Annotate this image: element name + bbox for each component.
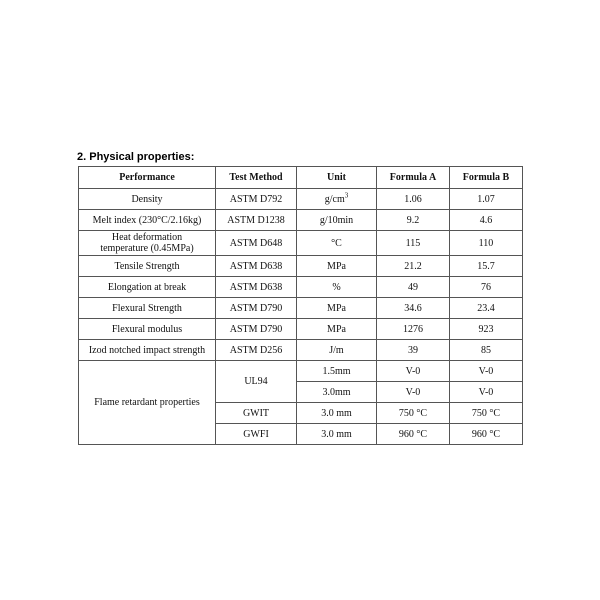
test-method-cell: ASTM D638 bbox=[216, 256, 297, 277]
ul94-method-cell: UL94 bbox=[216, 361, 297, 403]
test-method-cell: ASTM D1238 bbox=[216, 210, 297, 231]
table-row bbox=[79, 277, 523, 298]
formula-b-cell: 85 bbox=[450, 340, 523, 361]
formula-b-cell: V-0 bbox=[450, 382, 523, 403]
performance-cell: Elongation at break bbox=[79, 277, 216, 298]
table-row bbox=[79, 361, 523, 382]
performance-line-2: temperature (0.45MPa) bbox=[100, 243, 194, 254]
test-method-cell: ASTM D790 bbox=[216, 298, 297, 319]
unit-cell: 3.0 mm bbox=[297, 403, 377, 424]
formula-a-cell: 960 °C bbox=[377, 424, 450, 445]
header-unit: Unit bbox=[297, 167, 377, 189]
header-formula-b: Formula B bbox=[450, 167, 523, 189]
formula-b-cell: 923 bbox=[450, 319, 523, 340]
unit-cell bbox=[297, 189, 377, 210]
formula-a-cell: 21.2 bbox=[377, 256, 450, 277]
test-method-cell: ASTM D648 bbox=[216, 231, 297, 256]
physical-properties-table bbox=[78, 166, 523, 445]
performance-cell bbox=[79, 231, 216, 256]
performance-cell: Flexural Strength bbox=[79, 298, 216, 319]
formula-a-cell: 750 °C bbox=[377, 403, 450, 424]
table-row bbox=[79, 298, 523, 319]
formula-b-cell: 76 bbox=[450, 277, 523, 298]
unit-text: g/cm bbox=[324, 193, 345, 205]
formula-b-cell: 110 bbox=[450, 231, 523, 256]
unit-cell: 3.0 mm bbox=[297, 424, 377, 445]
table-row bbox=[79, 319, 523, 340]
unit-cell: °C bbox=[297, 231, 377, 256]
formula-a-cell: 115 bbox=[377, 231, 450, 256]
unit-cell: J/m bbox=[297, 340, 377, 361]
formula-a-cell: 1276 bbox=[377, 319, 450, 340]
formula-b-cell: 750 °C bbox=[450, 403, 523, 424]
unit-cell: MPa bbox=[297, 298, 377, 319]
formula-b-cell: 960 °C bbox=[450, 424, 523, 445]
table-row bbox=[79, 210, 523, 231]
formula-a-cell: 9.2 bbox=[377, 210, 450, 231]
formula-b-cell: V-0 bbox=[450, 361, 523, 382]
unit-cell: MPa bbox=[297, 256, 377, 277]
performance-cell: Izod notched impact strength bbox=[79, 340, 216, 361]
table-row bbox=[79, 340, 523, 361]
unit-cell: 1.5mm bbox=[297, 361, 377, 382]
unit-cell: 3.0mm bbox=[297, 382, 377, 403]
header-test-method: Test Method bbox=[216, 167, 297, 189]
gwit-method-cell: GWIT bbox=[216, 403, 297, 424]
table-row bbox=[79, 231, 523, 256]
unit-cell: g/10min bbox=[297, 210, 377, 231]
formula-a-cell: V-0 bbox=[377, 361, 450, 382]
flame-performance-cell: Flame retardant properties bbox=[79, 361, 216, 445]
section-title: 2. Physical properties: bbox=[77, 151, 195, 163]
formula-a-cell: 1.06 bbox=[377, 189, 450, 210]
table-row bbox=[79, 189, 523, 210]
unit-cell: MPa bbox=[297, 319, 377, 340]
header-row bbox=[79, 167, 523, 189]
table-row bbox=[79, 256, 523, 277]
test-method-cell: ASTM D790 bbox=[216, 319, 297, 340]
performance-cell: Melt index (230°C/2.16kg) bbox=[79, 210, 216, 231]
unit-superscript: 3 bbox=[344, 191, 349, 200]
formula-a-cell: 39 bbox=[377, 340, 450, 361]
formula-b-cell: 1.07 bbox=[450, 189, 523, 210]
formula-a-cell: 49 bbox=[377, 277, 450, 298]
unit-cell: % bbox=[297, 277, 377, 298]
formula-a-cell: V-0 bbox=[377, 382, 450, 403]
formula-b-cell: 15.7 bbox=[450, 256, 523, 277]
test-method-cell: ASTM D638 bbox=[216, 277, 297, 298]
performance-line-1: Heat deformation bbox=[111, 232, 183, 243]
formula-a-cell: 34.6 bbox=[377, 298, 450, 319]
gwfi-method-cell: GWFI bbox=[216, 424, 297, 445]
test-method-cell: ASTM D256 bbox=[216, 340, 297, 361]
performance-cell: Density bbox=[79, 189, 216, 210]
performance-cell: Flexural modulus bbox=[79, 319, 216, 340]
test-method-cell: ASTM D792 bbox=[216, 189, 297, 210]
formula-b-cell: 4.6 bbox=[450, 210, 523, 231]
header-performance: Performance bbox=[79, 167, 216, 189]
header-formula-a: Formula A bbox=[377, 167, 450, 189]
performance-cell: Tensile Strength bbox=[79, 256, 216, 277]
formula-b-cell: 23.4 bbox=[450, 298, 523, 319]
